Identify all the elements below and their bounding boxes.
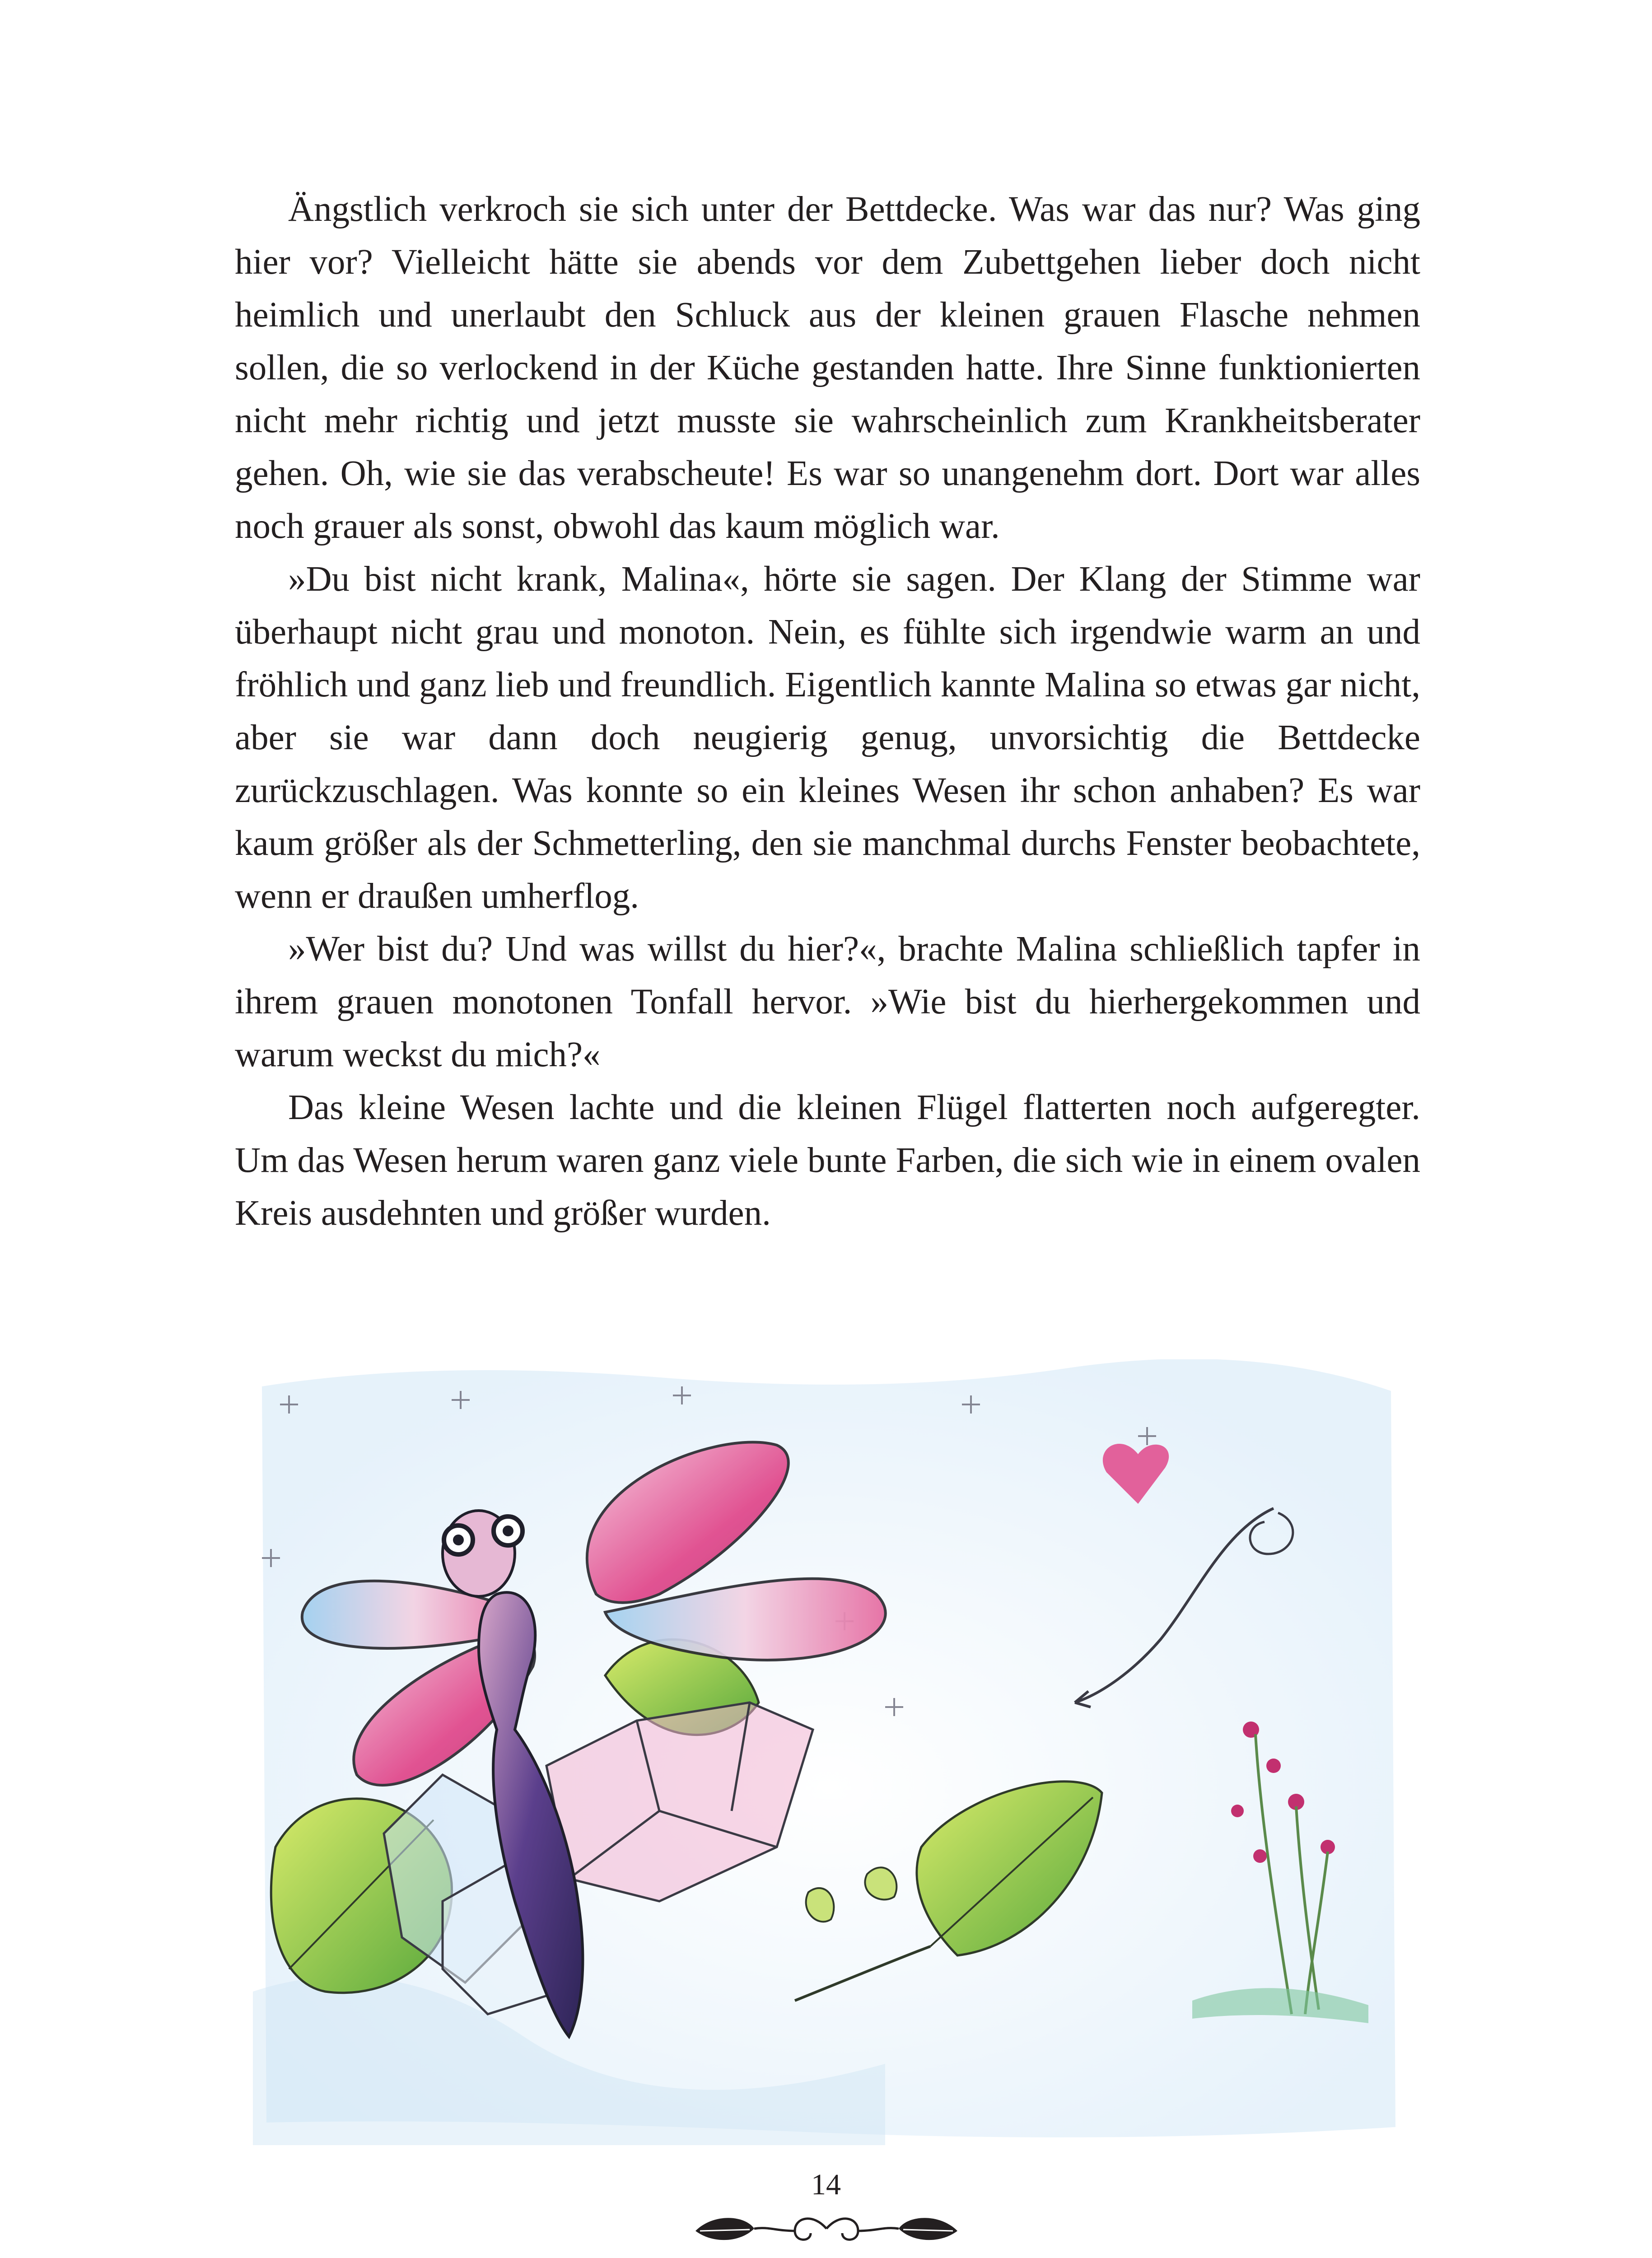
paragraph-4: Das kleine Wesen lachte und die kleinen Flügel flatterten noch aufgeregter. Um das Wesen herum waren ganz viele bunte Farben, die sich wie in einem ovalen Kreis ausdehnten und größer wurden. bbox=[235, 1088, 1420, 1233]
body-text bbox=[235, 183, 1420, 1240]
page-number: 14 bbox=[811, 2168, 841, 2201]
leaf-scroll-ornament-icon bbox=[686, 2204, 966, 2253]
paragraph-3: »Wer bist du? Und was willst du hier?«, brachte Malina schließlich tapfer in ihrem grauen monotonen Tonfall hervor. »Wie bist du hierhergekommen und warum weckst du mich?« bbox=[235, 929, 1420, 1074]
dragonfly-watercolor-illustration bbox=[253, 1359, 1400, 2150]
paragraph-1: Ängstlich verkroch sie sich unter der Bettdecke. Was war das nur? Was ging hier vor? Vielleicht hätte sie abends vor dem Zubettgehen lieber doch nicht heimlich und unerlaubt den Schluck aus der kleinen grauen Flasche nehmen sollen, die so verlockend in der Küche gestanden hatte. Ihre Sinne funktionierten nicht mehr richtig und jetzt musste sie wahrscheinlich zum Krankheitsberater gehen. Oh, wie sie das verabscheute! Es war so unangenehm dort. Dort war alles noch grauer als sonst, obwohl das kaum möglich war. bbox=[235, 190, 1420, 546]
paragraph-2: »Du bist nicht krank, Malina«, hörte sie sagen. Der Klang der Stimme war überhaupt nicht grau und monoton. Nein, es fühlte sich irgendwie warm an und fröhlich und ganz lieb und freundlich. Eigentlich kannte Malina so etwas gar nicht, aber sie war dann doch neugierig genug, unvorsichtig die Bettdecke zurückzuschlagen. Was konnte so ein kleines Wesen ihr schon anhaben? Es war kaum größer als der Schmetterling, den sie manchmal durchs Fenster beobachtete, wenn er draußen umherflog. bbox=[235, 560, 1420, 916]
